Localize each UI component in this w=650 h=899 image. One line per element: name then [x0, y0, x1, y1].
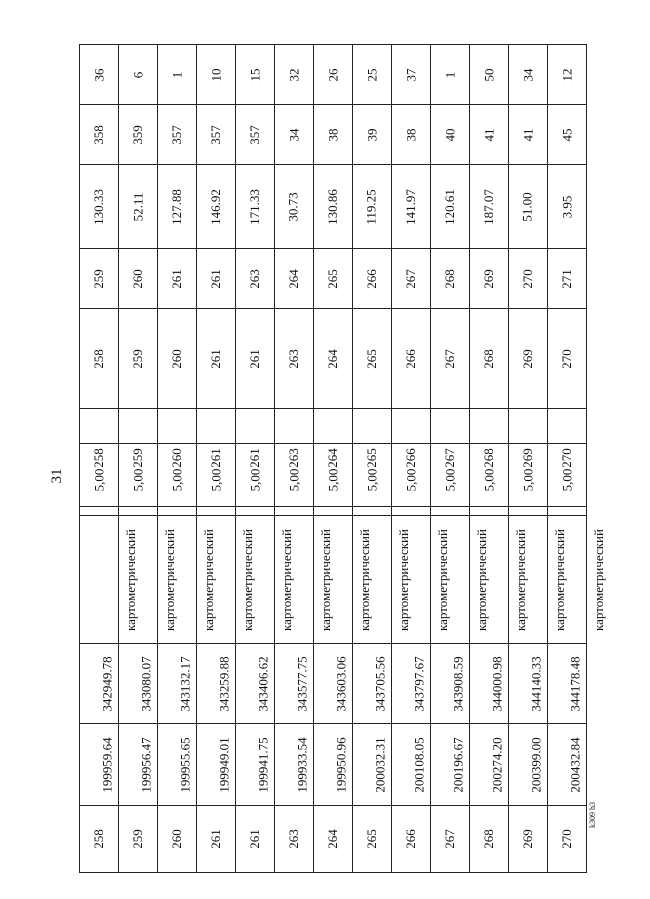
table-cell — [80, 249, 119, 309]
cell-text: 261 — [169, 268, 184, 289]
table-cell — [275, 105, 314, 165]
cell-text: 45 — [559, 128, 574, 141]
cell-text: 3.95 — [559, 195, 574, 218]
cell-text: 119.25 — [364, 188, 379, 225]
cell-text: 261 — [247, 447, 262, 468]
cell-text: 5,00 — [91, 468, 106, 491]
cell-text: 266 — [403, 447, 418, 468]
table-cell — [509, 444, 548, 516]
cell-text: 38 — [403, 128, 418, 141]
table-cell — [392, 309, 431, 409]
cell-text: 187.07 — [481, 188, 496, 225]
table-cell — [353, 806, 392, 873]
cell-text: 265 — [325, 268, 340, 289]
table-cell — [80, 309, 119, 409]
cell-text: 259 — [130, 348, 145, 369]
table-cell — [119, 105, 158, 165]
cell-text: 266 — [403, 348, 418, 369]
cell-text: 26 — [325, 68, 340, 81]
table-cell — [431, 724, 470, 806]
cell-text: 266 — [364, 268, 379, 289]
cell-text: 261 — [208, 829, 223, 849]
cell-text: 199959.64 — [99, 736, 115, 793]
table-cell — [431, 165, 470, 249]
table-cell — [275, 165, 314, 249]
table-cell — [197, 444, 236, 516]
table-row — [80, 644, 587, 724]
table-cell — [548, 644, 587, 724]
cell-text: 343259.88 — [216, 655, 232, 712]
table-cell — [353, 444, 392, 516]
table-cell — [509, 724, 548, 806]
table-cell — [392, 105, 431, 165]
table-cell — [236, 724, 275, 806]
cell-text: 199955.65 — [177, 736, 193, 793]
cell-text: 344140.33 — [528, 655, 544, 712]
table-cell — [197, 165, 236, 249]
table-cell — [236, 249, 275, 309]
cell-text: 264 — [325, 348, 340, 369]
table-cell — [80, 165, 119, 249]
cell-text: 5,00 — [247, 468, 262, 491]
table-cell — [548, 105, 587, 165]
table-cell — [353, 309, 392, 409]
table-cell — [158, 249, 197, 309]
cell-text: 5,00 — [169, 468, 184, 491]
table-row — [80, 309, 587, 409]
table-cell — [314, 249, 353, 309]
cell-text: 343577.75 — [294, 655, 310, 712]
table-row — [80, 105, 587, 165]
table-cell — [158, 165, 197, 249]
table-cell — [236, 165, 275, 249]
cell-text: 265 — [364, 829, 379, 849]
cell-text: 36 — [91, 68, 106, 81]
table-cell — [548, 724, 587, 806]
cell-text: 271 — [559, 268, 574, 289]
table-cell — [236, 806, 275, 873]
table-cell — [314, 644, 353, 724]
cell-text: 270 — [559, 348, 574, 369]
table-cell — [470, 45, 509, 105]
cell-text: 357 — [169, 124, 184, 145]
table-cell — [158, 806, 197, 873]
table-cell — [392, 45, 431, 105]
table-cell — [392, 806, 431, 873]
table-cell — [197, 45, 236, 105]
table-cell — [158, 724, 197, 806]
cell-text: 342949.78 — [99, 655, 115, 712]
cell-text: 269 — [520, 447, 535, 468]
table-cell — [470, 444, 509, 516]
cell-text: 37 — [403, 68, 418, 81]
cell-text: картометрический — [434, 528, 450, 631]
table-cell — [119, 724, 158, 806]
table-cell — [353, 724, 392, 806]
table-cell — [353, 45, 392, 105]
cell-text: 200432.84 — [567, 736, 583, 793]
table-cell — [275, 444, 314, 516]
table-cell — [80, 806, 119, 873]
table-cell — [470, 165, 509, 249]
table-cell — [197, 309, 236, 409]
cell-text: 263 — [286, 829, 301, 849]
table-cell — [509, 165, 548, 249]
cell-text: 264 — [325, 447, 340, 468]
cell-text: 141.97 — [403, 188, 418, 225]
table-row — [80, 516, 587, 644]
cell-text: 5,00 — [130, 468, 145, 491]
cell-text: 5,00 — [520, 468, 535, 491]
cell-text: 270 — [520, 268, 535, 289]
table-cell — [119, 45, 158, 105]
cell-text: 260 — [130, 268, 145, 289]
cell-text: 258 — [91, 447, 106, 468]
table-cell — [197, 105, 236, 165]
cell-text: 269 — [520, 829, 535, 849]
table-cell — [392, 444, 431, 516]
cell-text: 10 — [208, 68, 223, 81]
cell-text: 343797.67 — [411, 655, 427, 712]
cell-text: картометрический — [278, 528, 294, 631]
cell-text: 266 — [403, 829, 418, 849]
cell-text: 130.86 — [325, 188, 340, 225]
table-cell — [548, 309, 587, 409]
cell-text: 263 — [286, 447, 301, 468]
table-cell — [80, 516, 138, 644]
table-cell — [548, 444, 587, 516]
cell-text: 200108.05 — [411, 736, 427, 793]
cell-text: 267 — [442, 447, 457, 468]
table-cell — [158, 105, 197, 165]
cell-text: 5,00 — [286, 468, 301, 491]
table-cell — [236, 644, 275, 724]
table-cell — [197, 724, 236, 806]
table-cell — [197, 806, 236, 873]
table-cell — [236, 45, 275, 105]
table-cell — [431, 309, 470, 409]
table-cell — [431, 249, 470, 309]
table-cell — [353, 249, 392, 309]
table-cell — [314, 165, 353, 249]
cell-text: 5,00 — [481, 468, 496, 491]
table-cell — [197, 249, 236, 309]
table-cell — [509, 309, 548, 409]
table-cell — [236, 105, 275, 165]
cell-text: 343603.06 — [333, 655, 349, 712]
table-cell — [275, 45, 314, 105]
cell-text: 270 — [559, 829, 574, 849]
cell-text: 146.92 — [208, 188, 223, 225]
cell-text: 200196.67 — [450, 736, 466, 793]
cell-text: картометрический — [395, 528, 411, 631]
cell-text: 6 — [130, 71, 145, 78]
cell-text: 264 — [325, 829, 340, 849]
table-cell — [470, 249, 509, 309]
table-cell — [548, 249, 587, 309]
table-cell — [470, 724, 509, 806]
cell-text: 171.33 — [247, 188, 262, 225]
cell-text: 50 — [481, 68, 496, 81]
table-row — [80, 806, 587, 873]
cell-text: 15 — [247, 68, 262, 81]
cell-text: 268 — [481, 447, 496, 468]
cell-text: картометрический — [473, 528, 489, 631]
cell-text: 199941.75 — [255, 736, 271, 793]
cell-text: 34 — [286, 128, 301, 141]
cell-text: 5,00 — [403, 468, 418, 491]
cell-text: 260 — [169, 829, 184, 849]
cell-text: 127.88 — [169, 188, 184, 225]
cell-text: 261 — [247, 348, 262, 369]
cell-text: 269 — [520, 348, 535, 369]
cell-text: 39 — [364, 128, 379, 141]
table-cell — [392, 165, 431, 249]
table-cell — [275, 249, 314, 309]
cell-text: 263 — [286, 348, 301, 369]
table-cell — [158, 444, 197, 516]
cell-text: 267 — [442, 829, 457, 849]
table-cell — [158, 309, 197, 409]
table-row — [80, 45, 587, 105]
cell-text: 357 — [247, 124, 262, 145]
table-cell — [392, 644, 431, 724]
table-cell — [119, 806, 158, 873]
cell-text: 30.73 — [286, 191, 301, 222]
table-cell — [509, 45, 548, 105]
cell-text: 343406.62 — [255, 655, 271, 712]
cell-text: картометрический — [161, 528, 177, 631]
table-cell — [80, 724, 119, 806]
cell-text: 258 — [91, 348, 106, 369]
table-cell — [431, 806, 470, 873]
table-cell — [236, 444, 275, 516]
table-cell — [119, 249, 158, 309]
table-cell — [431, 644, 470, 724]
footer-code: k309 h3 — [588, 802, 597, 828]
table-cell — [392, 724, 431, 806]
table-cell — [314, 45, 353, 105]
cell-text: 1 — [442, 71, 457, 78]
cell-text: 25 — [364, 68, 379, 81]
table-cell — [353, 165, 392, 249]
cell-text: 5,00 — [364, 468, 379, 491]
table-cell — [80, 105, 119, 165]
cell-text: картометрический — [239, 528, 255, 631]
table-cell — [80, 444, 119, 516]
cell-text: 5,00 — [325, 468, 340, 491]
cell-text: 343132.17 — [177, 655, 193, 712]
table-cell — [275, 309, 314, 409]
table-cell — [314, 309, 353, 409]
cell-text: 260 — [169, 348, 184, 369]
table-cell — [548, 806, 587, 873]
cell-text: 40 — [442, 128, 457, 141]
cell-text: 357 — [208, 124, 223, 145]
cell-text: 267 — [442, 348, 457, 369]
cell-text: 200274.20 — [489, 736, 505, 793]
cell-text: 269 — [481, 268, 496, 289]
cell-text: 268 — [481, 348, 496, 369]
table-cell — [314, 806, 353, 873]
table-cell — [80, 644, 119, 724]
cell-text: картометрический — [590, 528, 606, 631]
cell-text: 270 — [559, 447, 574, 468]
table-row — [80, 724, 587, 806]
table-cell — [431, 105, 470, 165]
cell-text: 261 — [208, 268, 223, 289]
cell-text: 41 — [520, 128, 535, 141]
table-row — [80, 249, 587, 309]
table-cell — [470, 309, 509, 409]
cell-text: 200399.00 — [528, 736, 544, 793]
cell-text: 199949.01 — [216, 736, 232, 793]
cell-text: 268 — [442, 268, 457, 289]
cell-text: 344000.98 — [489, 655, 505, 712]
cell-text: 343080.07 — [138, 655, 154, 712]
cell-text: 199950.96 — [333, 736, 349, 793]
cell-text: 261 — [247, 829, 262, 849]
cell-text: 265 — [364, 348, 379, 369]
table-cell — [236, 309, 275, 409]
cell-text: 5,00 — [208, 468, 223, 491]
cell-text: 268 — [481, 829, 496, 849]
cell-text: 5,00 — [442, 468, 457, 491]
cell-text: 34 — [520, 68, 535, 81]
cell-text: 200032.31 — [372, 736, 388, 793]
cell-text: 12 — [559, 68, 574, 81]
cell-text: 358 — [91, 124, 106, 145]
table-cell — [548, 45, 587, 105]
table-cell — [119, 644, 158, 724]
cell-text: 199933.54 — [294, 736, 310, 793]
table-cell — [353, 105, 392, 165]
table-cell — [275, 724, 314, 806]
cell-text: 261 — [208, 447, 223, 468]
cell-text: 130.33 — [91, 188, 106, 225]
cell-text: картометрический — [512, 528, 528, 631]
table-cell — [548, 165, 587, 249]
cell-text: 264 — [286, 268, 301, 289]
cell-text: 259 — [91, 268, 106, 289]
cell-text: 38 — [325, 128, 340, 141]
cell-text: 120.61 — [442, 188, 457, 225]
table-cell — [470, 105, 509, 165]
table-cell — [119, 309, 158, 409]
cell-text: картометрический — [200, 528, 216, 631]
cell-text: 359 — [130, 124, 145, 145]
cell-text: 265 — [364, 447, 379, 468]
table-cell — [392, 249, 431, 309]
cell-text: 259 — [130, 829, 145, 849]
cell-text: картометрический — [122, 528, 138, 631]
cell-text: картометрический — [317, 528, 333, 631]
table-cell — [275, 644, 314, 724]
table-cell — [470, 806, 509, 873]
cell-text: 51.00 — [520, 191, 535, 222]
cell-text: 258 — [91, 829, 106, 849]
cell-text: 259 — [130, 447, 145, 468]
table-cell — [275, 806, 314, 873]
cell-text: 199956.47 — [138, 736, 154, 793]
table-cell — [119, 165, 158, 249]
table-cell — [314, 444, 353, 516]
table-cell — [431, 444, 470, 516]
page-number: 31 — [49, 468, 65, 484]
table-cell — [509, 644, 548, 724]
table-cell — [314, 724, 353, 806]
table-cell — [431, 45, 470, 105]
cell-text: 344178.48 — [567, 655, 583, 712]
cell-text: 343908.59 — [450, 655, 466, 712]
cell-text: 5,00 — [559, 468, 574, 491]
cell-text: 343705.56 — [372, 655, 388, 712]
table-cell — [353, 644, 392, 724]
table-cell — [509, 105, 548, 165]
cell-text: 260 — [169, 447, 184, 468]
table-cell — [509, 806, 548, 873]
table-row — [80, 444, 587, 516]
table-cell — [197, 644, 236, 724]
table-cell — [314, 105, 353, 165]
table-cell — [158, 644, 197, 724]
cell-text: 263 — [247, 268, 262, 289]
cell-text: 1 — [169, 71, 184, 78]
cell-text: 261 — [208, 348, 223, 369]
table-row — [80, 165, 587, 249]
table-cell — [470, 644, 509, 724]
table-cell — [158, 45, 197, 105]
cell-text: 267 — [403, 268, 418, 289]
table-cell — [509, 249, 548, 309]
cell-text: 41 — [481, 128, 496, 141]
cell-text: картометрический — [356, 528, 372, 631]
table-cell — [80, 45, 119, 105]
cell-text: 32 — [286, 68, 301, 81]
upper-coordinates-table — [79, 44, 587, 507]
cell-text: 52.11 — [130, 192, 145, 221]
cell-text: картометрический — [551, 528, 567, 631]
table-cell — [119, 444, 158, 516]
